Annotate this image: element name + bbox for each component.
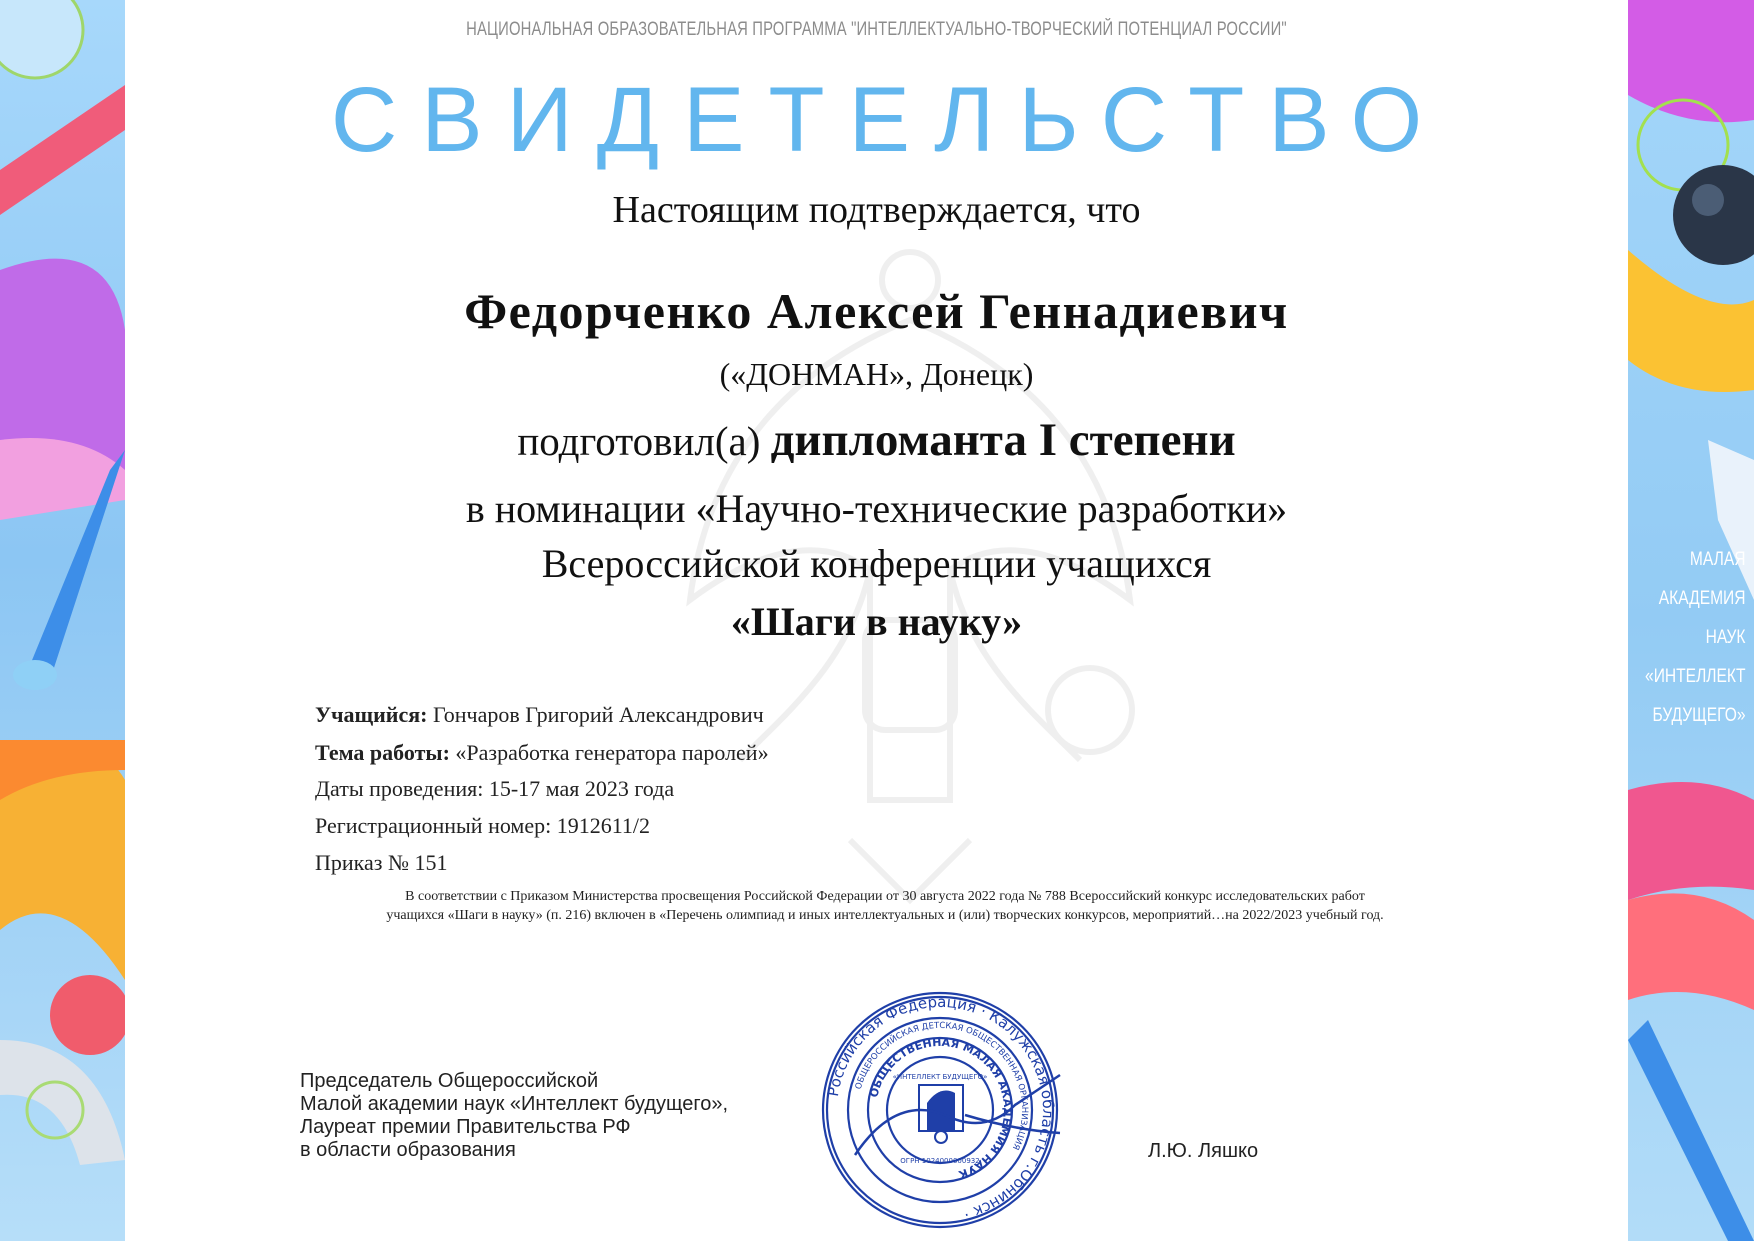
confirm-text: Настоящим подтверждается, что	[612, 189, 1141, 231]
order-line: Приказ № 151	[315, 850, 448, 875]
signatory-line: Малой академии наук «Интеллект будущего»,	[300, 1093, 729, 1115]
topic-line	[315, 740, 769, 766]
side-label-line: МАЛАЯ	[1690, 549, 1746, 570]
legal-note-line1: В соответствии с Приказом Министерства просвещения Российской Федерации от 30 августа 2022 года № 788 Всероссийский конкурс исследовательских работ	[405, 889, 1365, 904]
nomination: в номинации «Научно-технические разработки»	[465, 486, 1288, 531]
stamp-outer-text: Российская Федерация · Калужская область г.Обнинск ·	[823, 992, 1058, 1224]
academy-side-label	[1646, 540, 1746, 735]
signatory-name: Л.Ю. Ляшко	[1148, 1140, 1259, 1162]
prepared-prefix: подготовил(а)	[517, 418, 771, 464]
right-decoration	[1628, 0, 1754, 1241]
certificate-sheet	[125, 0, 1628, 1241]
conference-name: «Шаги в науку»	[730, 599, 1023, 644]
left-decoration	[0, 0, 125, 1241]
official-stamp	[815, 985, 1065, 1235]
side-label-line: АКАДЕМИЯ	[1659, 588, 1746, 609]
signatory-title	[300, 1070, 728, 1162]
student-label: Учащийся:	[315, 702, 428, 727]
program-title: НАЦИОНАЛЬНАЯ ОБРАЗОВАТЕЛЬНАЯ ПРОГРАММА "ИНТЕЛЛЕКТУАЛЬНО-ТВОРЧЕСКИЙ ПОТЕНЦИАЛ РОССИИ"	[466, 19, 1287, 40]
prepared-degree: дипломанта I степени	[770, 414, 1236, 466]
conference: Всероссийской конференции учащихся	[541, 541, 1212, 586]
legal-note-line2: учащихся «Шаги в науку» (п. 216) включен в «Перечень олимпиад и иных интеллектуальных и (или) творческих конкурсов, мероприятий…на 2022/2023 учебный год.	[386, 908, 1384, 923]
organization: («ДОНМАН», Донецк)	[719, 356, 1034, 392]
student-name: Гончаров Григорий Александрович	[427, 702, 764, 727]
signatory-line: Председатель Общероссийской	[300, 1070, 599, 1092]
stamp-center-text: «ИНТЕЛЛЕКТ БУДУЩЕГО»	[892, 1073, 988, 1081]
certificate-title: СВИДЕТЕЛЬСТВО	[330, 69, 1447, 171]
legal-note	[305, 887, 1465, 925]
topic-value: «Разработка генератора паролей»	[449, 740, 769, 765]
side-label-line: «ИНТЕЛЛЕКТ	[1645, 666, 1746, 687]
topic-label: Тема работы:	[315, 740, 450, 765]
signatory-line: Лауреат премии Правительства РФ	[300, 1116, 631, 1138]
dates-line: Даты проведения: 15-17 мая 2023 года	[315, 776, 675, 801]
stamp-ring-text: ОБЩЕСТВЕННАЯ МАЛАЯ АКАДЕМИЯ НАУК	[867, 1035, 1015, 1182]
side-label-line: БУДУЩЕГО»	[1652, 705, 1746, 726]
side-label-line: НАУК	[1706, 627, 1746, 648]
prepared-line	[125, 413, 1628, 467]
teacher-name: Федорченко Алексей Геннадиевич	[464, 283, 1289, 339]
signatory-line: в области образования	[300, 1139, 516, 1161]
stamp-inner-text: ОБЩЕРОССИЙСКАЯ ДЕТСКАЯ ОБЩЕСТВЕННАЯ ОРГАНИЗАЦИЯ	[853, 1020, 1030, 1152]
student-line	[315, 702, 764, 728]
stamp-ogrn: ОГРН 1024000000932	[900, 1157, 980, 1165]
left-decor-shapes	[0, 0, 125, 1241]
reg-number-line: Регистрационный номер: 1912611/2	[315, 813, 651, 838]
